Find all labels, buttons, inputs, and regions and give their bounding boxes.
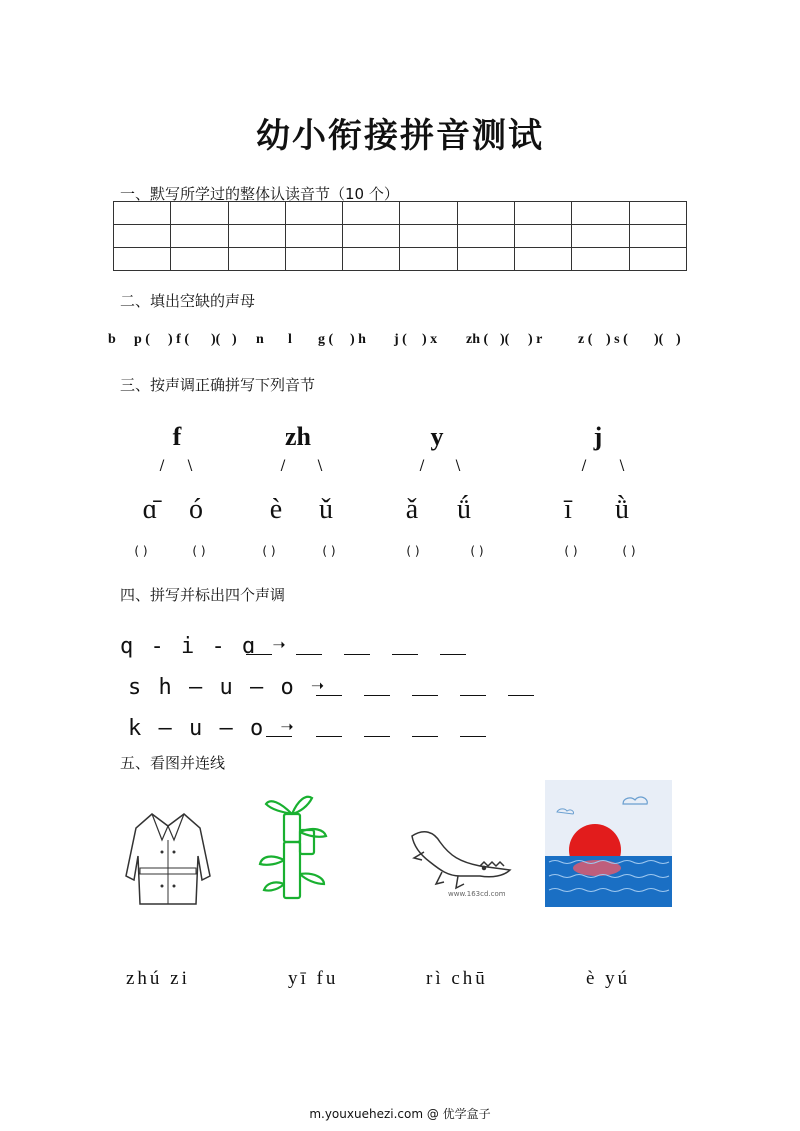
blank-line bbox=[246, 654, 272, 655]
fill-token: )( bbox=[500, 332, 510, 347]
blank-line bbox=[460, 695, 486, 696]
blank-line bbox=[364, 695, 390, 696]
fill-token: ) bbox=[676, 332, 681, 347]
slash-left: / bbox=[419, 458, 425, 474]
tone-final: ǎ bbox=[405, 494, 419, 525]
crocodile-image bbox=[400, 822, 518, 898]
fill-token: ) r bbox=[528, 332, 543, 347]
coat-image bbox=[122, 806, 214, 910]
fill-token: ) s ( bbox=[606, 332, 628, 347]
tone-final: è bbox=[269, 494, 283, 525]
slash-right: \ bbox=[187, 458, 193, 474]
blank-line bbox=[412, 736, 438, 737]
tone-initial: j bbox=[593, 422, 603, 451]
page-title: 幼小衔接拼音测试 bbox=[256, 116, 544, 156]
slash-right: \ bbox=[317, 458, 323, 474]
svg-text:www.163cd.com: www.163cd.com bbox=[448, 890, 506, 898]
footer-watermark: m.youxuehezi.com @ 优学盒子 bbox=[309, 1107, 491, 1121]
fill-token: g ( bbox=[318, 332, 334, 347]
answer-paren: ( ) bbox=[406, 544, 420, 558]
spelling-prompt: k — u — o ➝ bbox=[128, 716, 296, 741]
fill-token: )( bbox=[211, 332, 221, 347]
tone-final: ǘ bbox=[457, 494, 471, 525]
answer-paren: ( ) bbox=[470, 544, 484, 558]
bamboo-image bbox=[240, 784, 358, 906]
fill-token: j ( bbox=[394, 332, 407, 347]
sunrise-image bbox=[545, 780, 672, 907]
answer-paren: ( ) bbox=[192, 544, 206, 558]
fill-token: n bbox=[256, 332, 264, 347]
pinyin-label: è yú bbox=[586, 968, 631, 989]
tone-final: ǔ bbox=[319, 494, 333, 525]
answer-paren: ( ) bbox=[262, 544, 276, 558]
fill-token: ) f ( bbox=[168, 332, 189, 347]
pinyin-label: zhú zi bbox=[126, 968, 190, 989]
tone-final: ī bbox=[564, 494, 572, 525]
slash-right: \ bbox=[455, 458, 461, 474]
section-2-heading: 二、填出空缺的声母 bbox=[120, 292, 256, 310]
blank-line bbox=[392, 654, 418, 655]
fill-token: ) bbox=[232, 332, 237, 347]
blank-line bbox=[344, 654, 370, 655]
fill-token: ) h bbox=[350, 332, 366, 347]
fill-token: )( bbox=[654, 332, 664, 347]
section-5-heading: 五、看图并连线 bbox=[120, 754, 226, 772]
fill-token: p ( bbox=[134, 332, 150, 347]
pinyin-label: rì chū bbox=[426, 968, 488, 989]
blank-line bbox=[460, 736, 486, 737]
answer-paren: ( ) bbox=[564, 544, 578, 558]
blank-line bbox=[316, 736, 342, 737]
tone-initial: f bbox=[172, 422, 182, 451]
slash-right: \ bbox=[619, 458, 625, 474]
fill-token: zh ( bbox=[466, 332, 489, 347]
fill-token: b bbox=[108, 332, 116, 347]
slash-left: / bbox=[581, 458, 587, 474]
blank-line bbox=[440, 654, 466, 655]
section-1-heading: 一、默写所学过的整体认读音节（10 个） bbox=[120, 185, 399, 203]
blank-line bbox=[296, 654, 322, 655]
slash-left: / bbox=[280, 458, 286, 474]
tone-final: ó bbox=[189, 494, 203, 525]
fill-token: ) x bbox=[422, 332, 438, 347]
answer-paren: ( ) bbox=[322, 544, 336, 558]
fill-token: z ( bbox=[578, 332, 593, 347]
slash-left: / bbox=[159, 458, 165, 474]
blank-line bbox=[412, 695, 438, 696]
section-4-heading: 四、拼写并标出四个声调 bbox=[120, 586, 286, 604]
blank-line bbox=[266, 736, 292, 737]
blank-line bbox=[364, 736, 390, 737]
answer-grid bbox=[113, 201, 687, 271]
tone-final: ǜ bbox=[615, 494, 629, 525]
pinyin-label: yī fu bbox=[288, 968, 339, 989]
tone-initial: zh bbox=[285, 422, 311, 451]
answer-paren: ( ) bbox=[134, 544, 148, 558]
blank-line bbox=[508, 695, 534, 696]
tone-initial: y bbox=[430, 422, 444, 451]
spelling-prompt: s h — u — o ➝ bbox=[128, 675, 327, 700]
blank-line bbox=[316, 695, 342, 696]
spelling-prompt: q - i - ɑ ➝ bbox=[120, 634, 288, 659]
answer-paren: ( ) bbox=[622, 544, 636, 558]
fill-token: l bbox=[288, 332, 292, 347]
tone-final: ɑ̄ bbox=[142, 494, 158, 525]
section-3-heading: 三、按声调正确拼写下列音节 bbox=[120, 376, 316, 394]
